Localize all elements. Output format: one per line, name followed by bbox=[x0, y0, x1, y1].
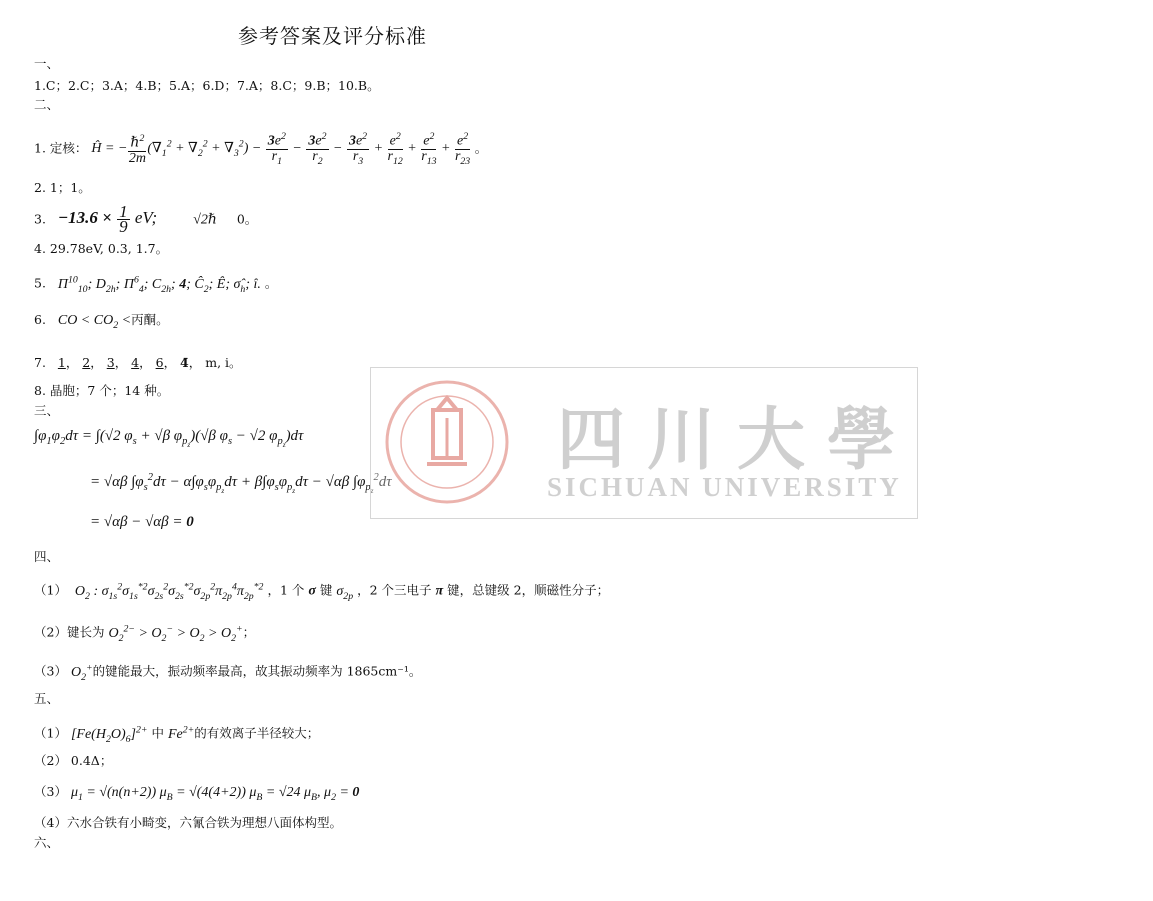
s4-p3 bbox=[34, 660, 421, 685]
s2-q3-zero: 0。 bbox=[236, 211, 258, 227]
s2-q7-item: 1 bbox=[57, 355, 66, 370]
s5-p1-mid: 中 bbox=[151, 725, 164, 741]
s5-p1-label: （1） bbox=[34, 725, 67, 741]
s2-q3-frac-num: 1 bbox=[119, 202, 128, 221]
s2-q7-item: 6 bbox=[155, 355, 164, 370]
s2-q3-frac-den: 9 bbox=[119, 217, 128, 236]
s2-q3 bbox=[34, 202, 258, 236]
s2-q7: 7. 1， 2， 3， 4， 6， 4̄， m, i。 bbox=[34, 355, 242, 370]
s2-q2: 2. 1；1。 bbox=[34, 180, 91, 195]
s4-o2-cation: $O_2^+$ bbox=[70, 662, 93, 683]
s4-p1-text: 键，总键级 2，顺磁性分子； bbox=[447, 582, 610, 598]
s4-o2-config: $O_2$ : $\sigma_{1s}^2\sigma_{1s}^{*2}\sigma_{2s}^2\sigma_{2s}^{*2}\sigma_{2p}^2\pi_{2p}^4\pi_{2p}^{*2}$ bbox=[74, 581, 264, 602]
s4-p3-label: （3） bbox=[34, 663, 67, 679]
s2-q5-label: 5. bbox=[34, 275, 46, 291]
s4-p1-text: 键 bbox=[319, 582, 333, 598]
s2-q7-item: 3 bbox=[106, 355, 115, 370]
section-6-heading: 六、 bbox=[34, 835, 60, 850]
s5-complex: $[Fe(H_2O)_6]^{2+}$ bbox=[70, 724, 148, 745]
s3-eq-line-1: $\int\varphi_1\varphi_2d\tau = \int(√2$ $\varphi_s + √\beta$ $\varphi_{p_z})(√\beta$ $\varphi_s - √2$ $\varphi_{p_z})d\tau$ bbox=[34, 428, 304, 450]
s4-p3-text: 的键能最大，振动频率最高，故其振动频率为 1865cm⁻¹。 bbox=[92, 663, 422, 679]
s2-q7-item: 4 bbox=[131, 355, 140, 370]
page-title: 参考答案及评分标准 bbox=[238, 24, 427, 48]
s2-q4: 4. 29.78eV, 0.3, 1.7。 bbox=[34, 241, 169, 256]
s4-bond-length-order: $O_2^{2-} > O_2^- > O_2 > O_2^+$ bbox=[108, 623, 243, 644]
s2-q6-label: 6. bbox=[34, 312, 46, 327]
s5-p1 bbox=[34, 722, 319, 747]
s2-q7-item: 2 bbox=[82, 355, 91, 370]
s4-p2: （2）键长为 $O_2^{2-} > O_2^- > O_2 > O_2^+$； bbox=[34, 623, 256, 644]
s2-q3-label: 3. bbox=[34, 211, 46, 227]
s5-ion: $Fe^{2+}$ bbox=[167, 724, 195, 742]
s2-q5-symmetry: $\Pi^{10}_{10}$; $D_{2h}$; $\Pi^6_4$; $C_{2h}$; 4; $Ĉ_2$; Ê; $\sigmâ_h$; î. bbox=[57, 274, 261, 295]
university-watermark bbox=[370, 367, 918, 519]
section-5-heading: 五、 bbox=[34, 691, 60, 706]
s5-p2: （2） 0.4Δ； bbox=[34, 753, 113, 768]
s4-p2-label: （2）键长为 bbox=[34, 624, 105, 640]
s5-p1-tail: 的有效离子半径较大； bbox=[194, 725, 320, 741]
s2-q3-unit: eV; bbox=[134, 208, 158, 228]
s5-magnetic-moment: $\mu_1 = √(n(n+2)) \mu_B = √(4(4+2)) \mu_B = √24$ $\mu_B$, $\mu_2 = 0$ bbox=[70, 785, 360, 803]
section-4-heading: 四、 bbox=[34, 549, 60, 564]
s2-q1: 1. 定核： Ĥ = − $\frac{\hbar^2}{2m}$ $(\nabla_1^2 + \nabla_2^2 + \nabla_3^2)$ − $\frac{3e^2}{r_1}$ − $\frac{3e^2}{r_2}$ − $\frac{3e^2}{r_3}$ + $\frac{e^2}{r_{12}}$ + $\frac{e^2}{r_{13}}$ + $\frac{e^2}{r_{23}}$ 。 bbox=[34, 131, 488, 167]
s2-q7-label: 7. bbox=[34, 355, 46, 370]
s2-q3-energy: −13.6 × bbox=[57, 208, 112, 228]
section-1-answers: 1.C；2.C；3.A；4.B；5.A；6.D；7.A；8.C；9.B；10.B。 bbox=[34, 78, 380, 93]
section-3-heading: 三、 bbox=[34, 403, 60, 418]
s4-p1: （1） $O_2$ : $\sigma_{1s}^2\sigma_{1s}^{*2}\sigma_{2s}^2\sigma_{2s}^{*2}\sigma_{2p}^2\pi_{2p}^4\pi_{2p}^{*2}$ ，1 个 σ 键 $\sigma_{2p}$ ，2 个三电子 π 键，总键级 2，顺磁性分子； bbox=[34, 581, 610, 602]
watermark-english-name: SICHUAN UNIVERSITY bbox=[547, 472, 902, 502]
watermark-chinese-name: 四川大學 bbox=[557, 400, 918, 480]
s5-p4: （4）六水合铁有小畸变，六氰合铁为理想八面体构型。 bbox=[34, 815, 342, 830]
s2-q6-order: CO < $CO_2$ < bbox=[57, 313, 132, 331]
s2-q3-angular: √2ℏ bbox=[193, 212, 217, 228]
s4-p1-label: （1） bbox=[34, 582, 67, 598]
section-1-heading: 一、 bbox=[34, 56, 60, 71]
s2-q1-label: 1. 定核： bbox=[34, 140, 88, 156]
section-2-heading: 二、 bbox=[34, 97, 60, 112]
s2-q8: 8. 晶胞；7 个；14 种。 bbox=[34, 383, 170, 398]
hamiltonian-equation: Ĥ = − $\frac{\hbar^2}{2m}$ $(\nabla_1^2 + \nabla_2^2 + \nabla_3^2)$ − $\frac{3e^2}{r_1}$ − $\frac{3e^2}{r_2}$ − $\frac{3e^2}{r_3}$ + $\frac{e^2}{r_{12}}$ + $\frac{e^2}{r_{13}}$ + $\frac{e^2}{r_{23}}$ bbox=[91, 131, 471, 167]
s5-p3 bbox=[34, 784, 359, 806]
s2-q7-item: 4̄ bbox=[180, 355, 189, 370]
s4-p1-text: ，2 个三电子 bbox=[357, 582, 432, 598]
s3-eq-line-2: = √αβ $\int\varphi_s^2d\tau - \alpha\int\varphi_s\varphi_{p_z}d\tau + \beta\int\varphi_s\varphi_{p_z}d\tau - √\alpha\beta$ $\int\varphi_{p_z}^2d\tau$ bbox=[90, 472, 392, 496]
s3-eq-line-3: = √αβ − √αβ = 0 bbox=[90, 514, 194, 530]
s2-q6 bbox=[34, 312, 169, 334]
s2-q6-tail: 丙酮。 bbox=[131, 312, 169, 327]
s5-p3-label: （3） bbox=[34, 784, 67, 799]
s4-p1-text: ，1 个 bbox=[267, 582, 305, 598]
s2-q5: 5. $\Pi^{10}_{10}$; $D_{2h}$; $\Pi^6_4$; $C_{2h}$; 4; $Ĉ_2$; Ê; $\sigmâ_h$; î. 。 bbox=[34, 274, 278, 295]
s2-q7-tail: m, i。 bbox=[205, 355, 242, 370]
